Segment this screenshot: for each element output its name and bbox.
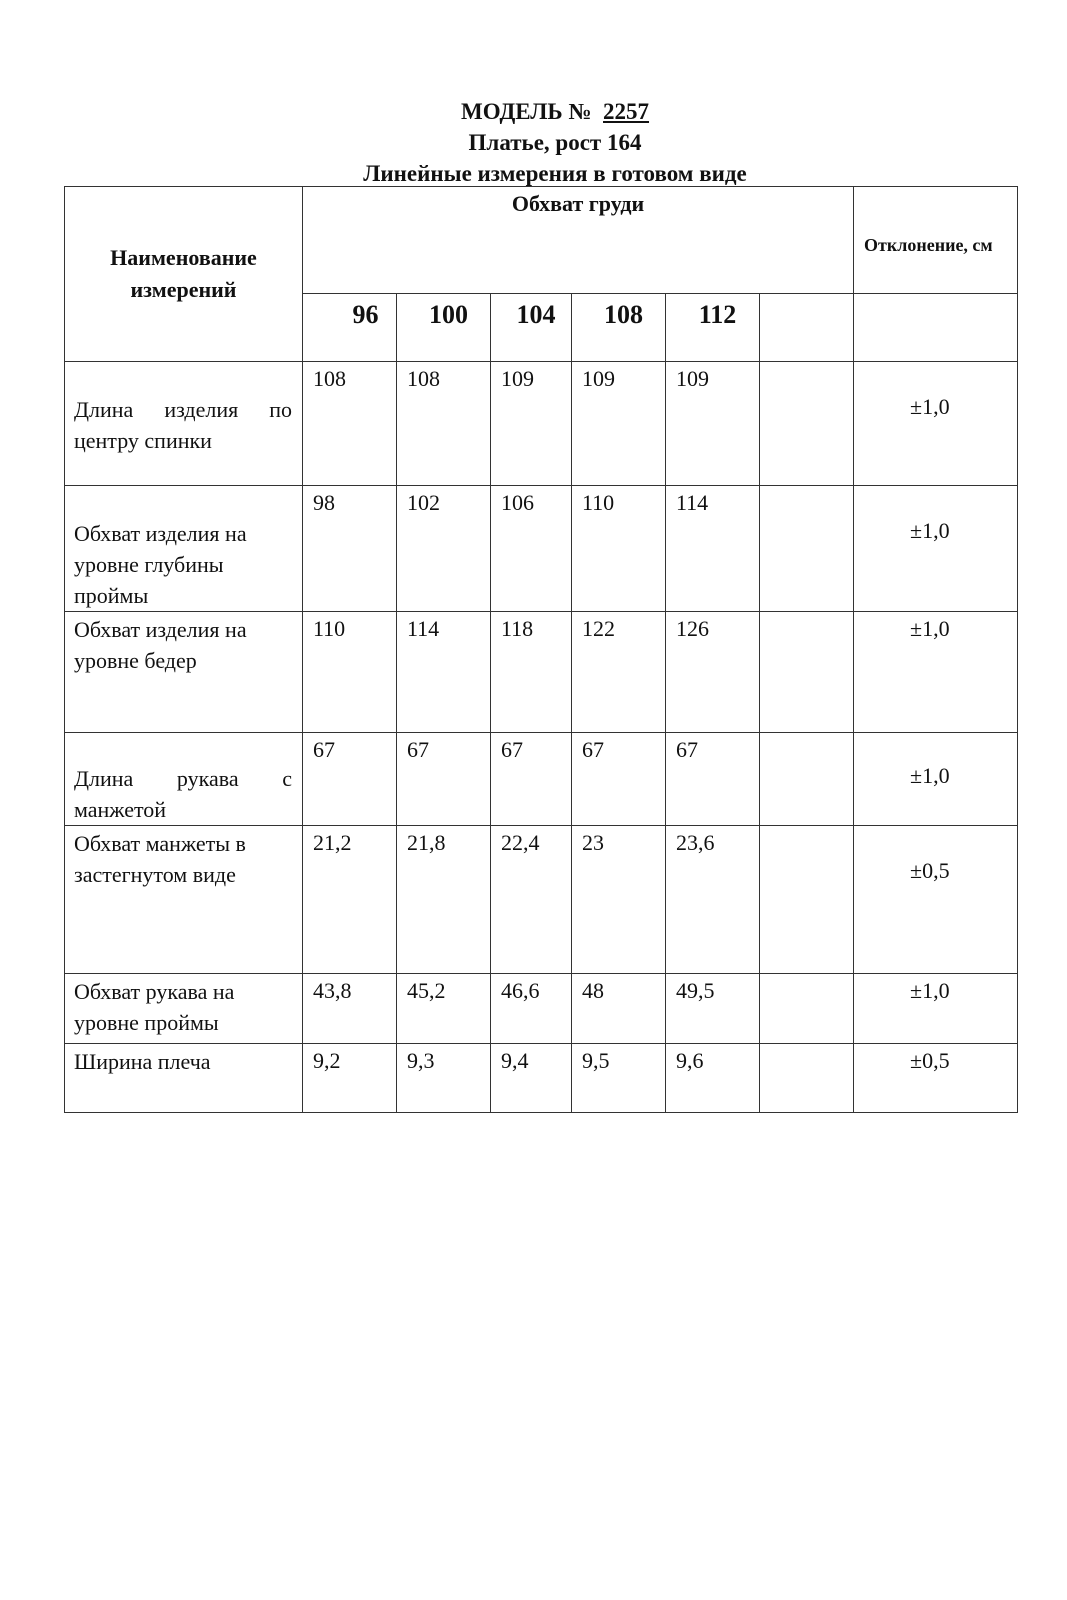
row-value: 106 bbox=[491, 486, 572, 612]
row-value: 21,2 bbox=[303, 826, 397, 974]
size-header: 112 bbox=[666, 294, 760, 362]
row-value: 9,3 bbox=[397, 1044, 491, 1113]
document-header bbox=[0, 96, 1067, 189]
table-row bbox=[65, 826, 1018, 974]
row-value: 9,2 bbox=[303, 1044, 397, 1113]
model-prefix: МОДЕЛЬ № bbox=[460, 99, 592, 124]
row-label: Длина изделия по центру спинки bbox=[65, 362, 303, 486]
empty-cell bbox=[760, 974, 854, 1044]
row-value: 9,5 bbox=[572, 1044, 666, 1113]
row-value: 23,6 bbox=[666, 826, 760, 974]
name-header: Наименование измерений bbox=[65, 187, 303, 362]
row-value: 98 bbox=[303, 486, 397, 612]
table-row bbox=[65, 974, 1018, 1044]
row-value: 118 bbox=[491, 612, 572, 733]
empty-cell bbox=[760, 362, 854, 486]
row-value: 45,2 bbox=[397, 974, 491, 1044]
row-value: 102 bbox=[397, 486, 491, 612]
size-header: 100 bbox=[397, 294, 491, 362]
table-row bbox=[65, 612, 1018, 733]
row-value: 48 bbox=[572, 974, 666, 1044]
row-deviation: ±1,0 bbox=[854, 733, 1018, 826]
empty-size-cell bbox=[760, 294, 854, 362]
row-value: 49,5 bbox=[666, 974, 760, 1044]
row-value: 67 bbox=[303, 733, 397, 826]
table-row bbox=[65, 362, 1018, 486]
row-value: 67 bbox=[572, 733, 666, 826]
size-header: 96 bbox=[303, 294, 397, 362]
header-row bbox=[65, 187, 1018, 294]
empty-cell bbox=[760, 486, 854, 612]
size-header: 104 bbox=[491, 294, 572, 362]
model-number: 2257 bbox=[603, 99, 650, 124]
row-value: 109 bbox=[666, 362, 760, 486]
row-deviation: ±1,0 bbox=[854, 362, 1018, 486]
empty-deviation-cell bbox=[854, 294, 1018, 362]
model-title bbox=[0, 96, 1067, 127]
row-value: 9,6 bbox=[666, 1044, 760, 1113]
model-subtitle: Платье, рост 164 bbox=[468, 130, 642, 155]
row-value: 110 bbox=[572, 486, 666, 612]
row-value: 9,4 bbox=[491, 1044, 572, 1113]
row-value: 23 bbox=[572, 826, 666, 974]
row-label: Обхват изделия на уровне бедер bbox=[65, 612, 303, 733]
row-deviation: ±1,0 bbox=[854, 486, 1018, 612]
measurements-table bbox=[64, 186, 1018, 1113]
empty-cell bbox=[760, 1044, 854, 1113]
row-value: 114 bbox=[666, 486, 760, 612]
row-label: Длина рукава с манжетой bbox=[65, 733, 303, 826]
row-value: 109 bbox=[491, 362, 572, 486]
table-row bbox=[65, 486, 1018, 612]
row-value: 110 bbox=[303, 612, 397, 733]
table-caption: Линейные измерения в готовом виде bbox=[363, 161, 747, 186]
table-row bbox=[65, 1044, 1018, 1113]
row-label: Обхват изделия на уровне глубины проймы bbox=[65, 486, 303, 612]
row-label: Ширина плеча bbox=[65, 1044, 303, 1113]
row-label: Обхват рукава на уровне проймы bbox=[65, 974, 303, 1044]
row-value: 114 bbox=[397, 612, 491, 733]
row-value: 108 bbox=[303, 362, 397, 486]
empty-cell bbox=[760, 826, 854, 974]
row-value: 67 bbox=[666, 733, 760, 826]
row-value: 43,8 bbox=[303, 974, 397, 1044]
deviation-header: Отклонение, см bbox=[854, 187, 1018, 294]
row-deviation: ±1,0 bbox=[854, 974, 1018, 1044]
row-value: 22,4 bbox=[491, 826, 572, 974]
row-value: 109 bbox=[572, 362, 666, 486]
row-value: 46,6 bbox=[491, 974, 572, 1044]
row-value: 108 bbox=[397, 362, 491, 486]
row-value: 67 bbox=[397, 733, 491, 826]
size-header: 108 bbox=[572, 294, 666, 362]
chest-group-header: Обхват груди bbox=[303, 187, 854, 294]
row-value: 122 bbox=[572, 612, 666, 733]
row-deviation: ±0,5 bbox=[854, 826, 1018, 974]
row-value: 21,8 bbox=[397, 826, 491, 974]
row-deviation: ±1,0 bbox=[854, 612, 1018, 733]
row-value: 126 bbox=[666, 612, 760, 733]
table-row bbox=[65, 733, 1018, 826]
empty-cell bbox=[760, 612, 854, 733]
row-value: 67 bbox=[491, 733, 572, 826]
row-deviation: ±0,5 bbox=[854, 1044, 1018, 1113]
row-label: Обхват манжеты в застегнутом виде bbox=[65, 826, 303, 974]
empty-cell bbox=[760, 733, 854, 826]
